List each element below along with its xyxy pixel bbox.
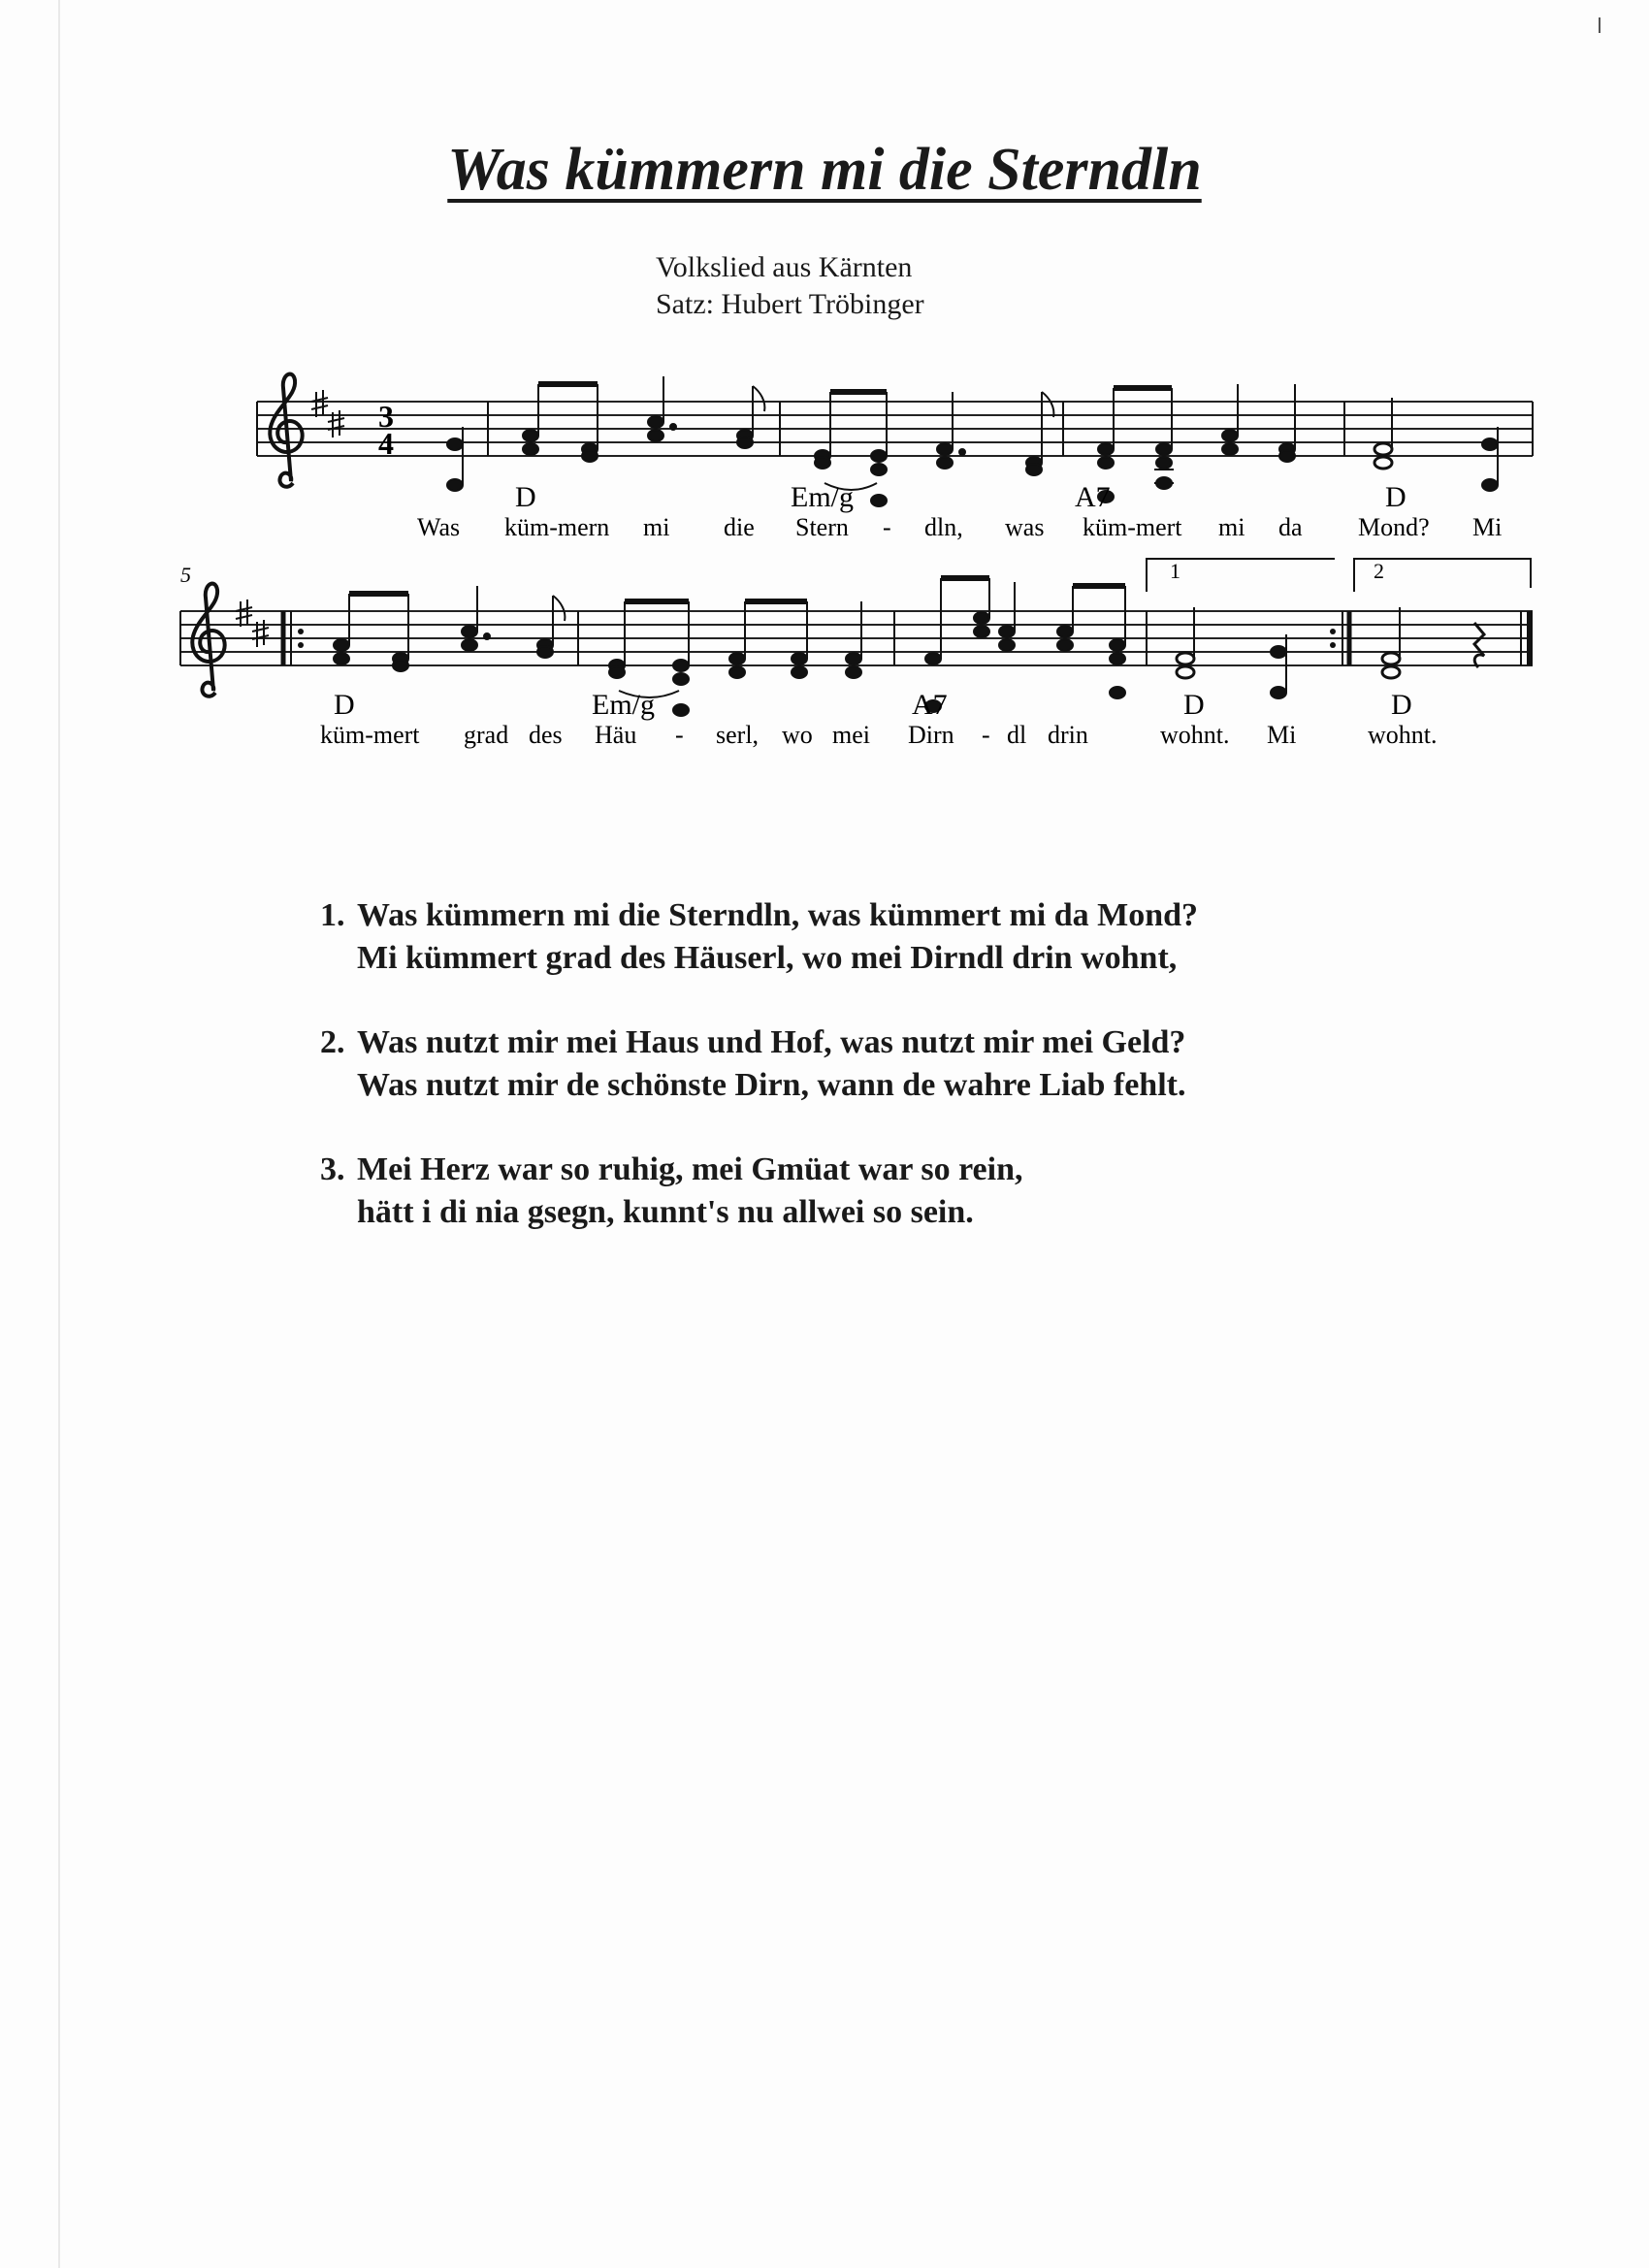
lyric-syllable: küm-mern: [504, 513, 610, 541]
verse-number: 1.: [320, 897, 345, 933]
lyric-syllable: küm-mert: [320, 721, 420, 749]
lyric-syllable: Dirn: [908, 721, 954, 749]
chord-symbol: D: [515, 481, 536, 513]
lyric-syllable: wohnt.: [1368, 721, 1438, 749]
treble-clef-icon: [192, 584, 224, 697]
staff-system-2: [180, 559, 1533, 749]
lyric-syllable: des: [529, 721, 563, 749]
song-title: Was kümmern mi die Sterndln: [447, 137, 1202, 203]
key-signature-sharps: [236, 599, 269, 647]
lyric-syllable: mi: [1218, 513, 1245, 541]
lyric-syllable: da: [1278, 513, 1303, 541]
lyric-syllable: wo: [782, 721, 813, 749]
lyric-syllable: küm-mert: [1083, 513, 1182, 541]
lyric-syllable: mei: [832, 721, 870, 749]
lyric-syllable: die: [724, 513, 755, 541]
lyric-syllable: Stern: [795, 513, 849, 541]
lyric-syllable: -: [883, 513, 891, 541]
volta-number: 2: [1374, 559, 1384, 583]
verse-line: Mei Herz war so ruhig, mei Gmüat war so rein,: [357, 1151, 1023, 1187]
lyric-syllable: serl,: [716, 721, 760, 749]
lyric-syllable: wohnt.: [1160, 721, 1230, 749]
verse-2: [320, 1021, 1198, 1107]
lyric-syllable: Mond?: [1358, 513, 1430, 541]
volta-brackets: [1147, 559, 1531, 592]
lyric-syllable: -: [982, 721, 990, 749]
music-score: [0, 0, 1649, 776]
chord-symbol: D: [1391, 689, 1412, 721]
verse-number: 3.: [320, 1151, 345, 1187]
verse-line: Mi kümmert grad des Häuserl, wo mei Dirndl drin wohnt,: [357, 940, 1178, 976]
staff-system-1: [257, 374, 1533, 541]
lyric-syllable: was: [1005, 513, 1045, 541]
lyric-syllable: mi: [643, 513, 670, 541]
lyric-syllable: Mi: [1267, 721, 1297, 749]
lyric-syllable: -: [675, 721, 684, 749]
chord-symbol: D: [334, 689, 355, 721]
chord-symbol: Em/g: [791, 481, 854, 513]
notes-system-2: [334, 578, 1484, 716]
measure-number: 5: [180, 563, 191, 587]
time-signature-bottom: 4: [378, 426, 394, 461]
lyric-syllable: Was: [417, 513, 461, 541]
treble-clef-icon: [270, 374, 302, 487]
verse-line: Was kümmern mi die Sterndln, was kümmert mi da Mond?: [357, 897, 1199, 933]
lyrics-line-1: [417, 513, 1502, 541]
chord-symbol: D: [1183, 689, 1205, 721]
volta-number: 1: [1170, 559, 1180, 583]
lyric-syllable: grad: [464, 721, 509, 749]
verse-1: [320, 894, 1198, 980]
chord-symbol: Em/g: [592, 689, 655, 721]
lyric-syllable: Häu: [595, 721, 637, 749]
verse-line: hätt i di nia gsegn, kunnt's nu allwei so sein.: [357, 1194, 974, 1230]
lyrics-line-2: [320, 721, 1438, 749]
lyric-syllable: dl: [1007, 721, 1027, 749]
chord-symbol: A7: [1075, 481, 1111, 513]
lyric-syllable: drin: [1048, 721, 1088, 749]
verse-line: Was nutzt mir de schönste Dirn, wann de wahre Liab fehlt.: [357, 1067, 1186, 1103]
origin-text: Volkslied aus Kärnten: [656, 251, 913, 283]
chord-symbol: A7: [912, 689, 948, 721]
chord-symbol: D: [1385, 481, 1406, 513]
verse-number: 2.: [320, 1024, 345, 1060]
lyric-syllable: dln,: [924, 513, 963, 541]
verse-line: Was nutzt mir mei Haus und Hof, was nutzt mir mei Geld?: [357, 1024, 1186, 1060]
key-signature-sharps: [311, 390, 344, 437]
verses-section: [320, 894, 1198, 1276]
lyric-syllable: Mi: [1472, 513, 1503, 541]
arranger-text: Satz: Hubert Tröbinger: [656, 288, 924, 320]
time-signature-top: 3: [378, 399, 394, 434]
verse-3: [320, 1149, 1198, 1234]
